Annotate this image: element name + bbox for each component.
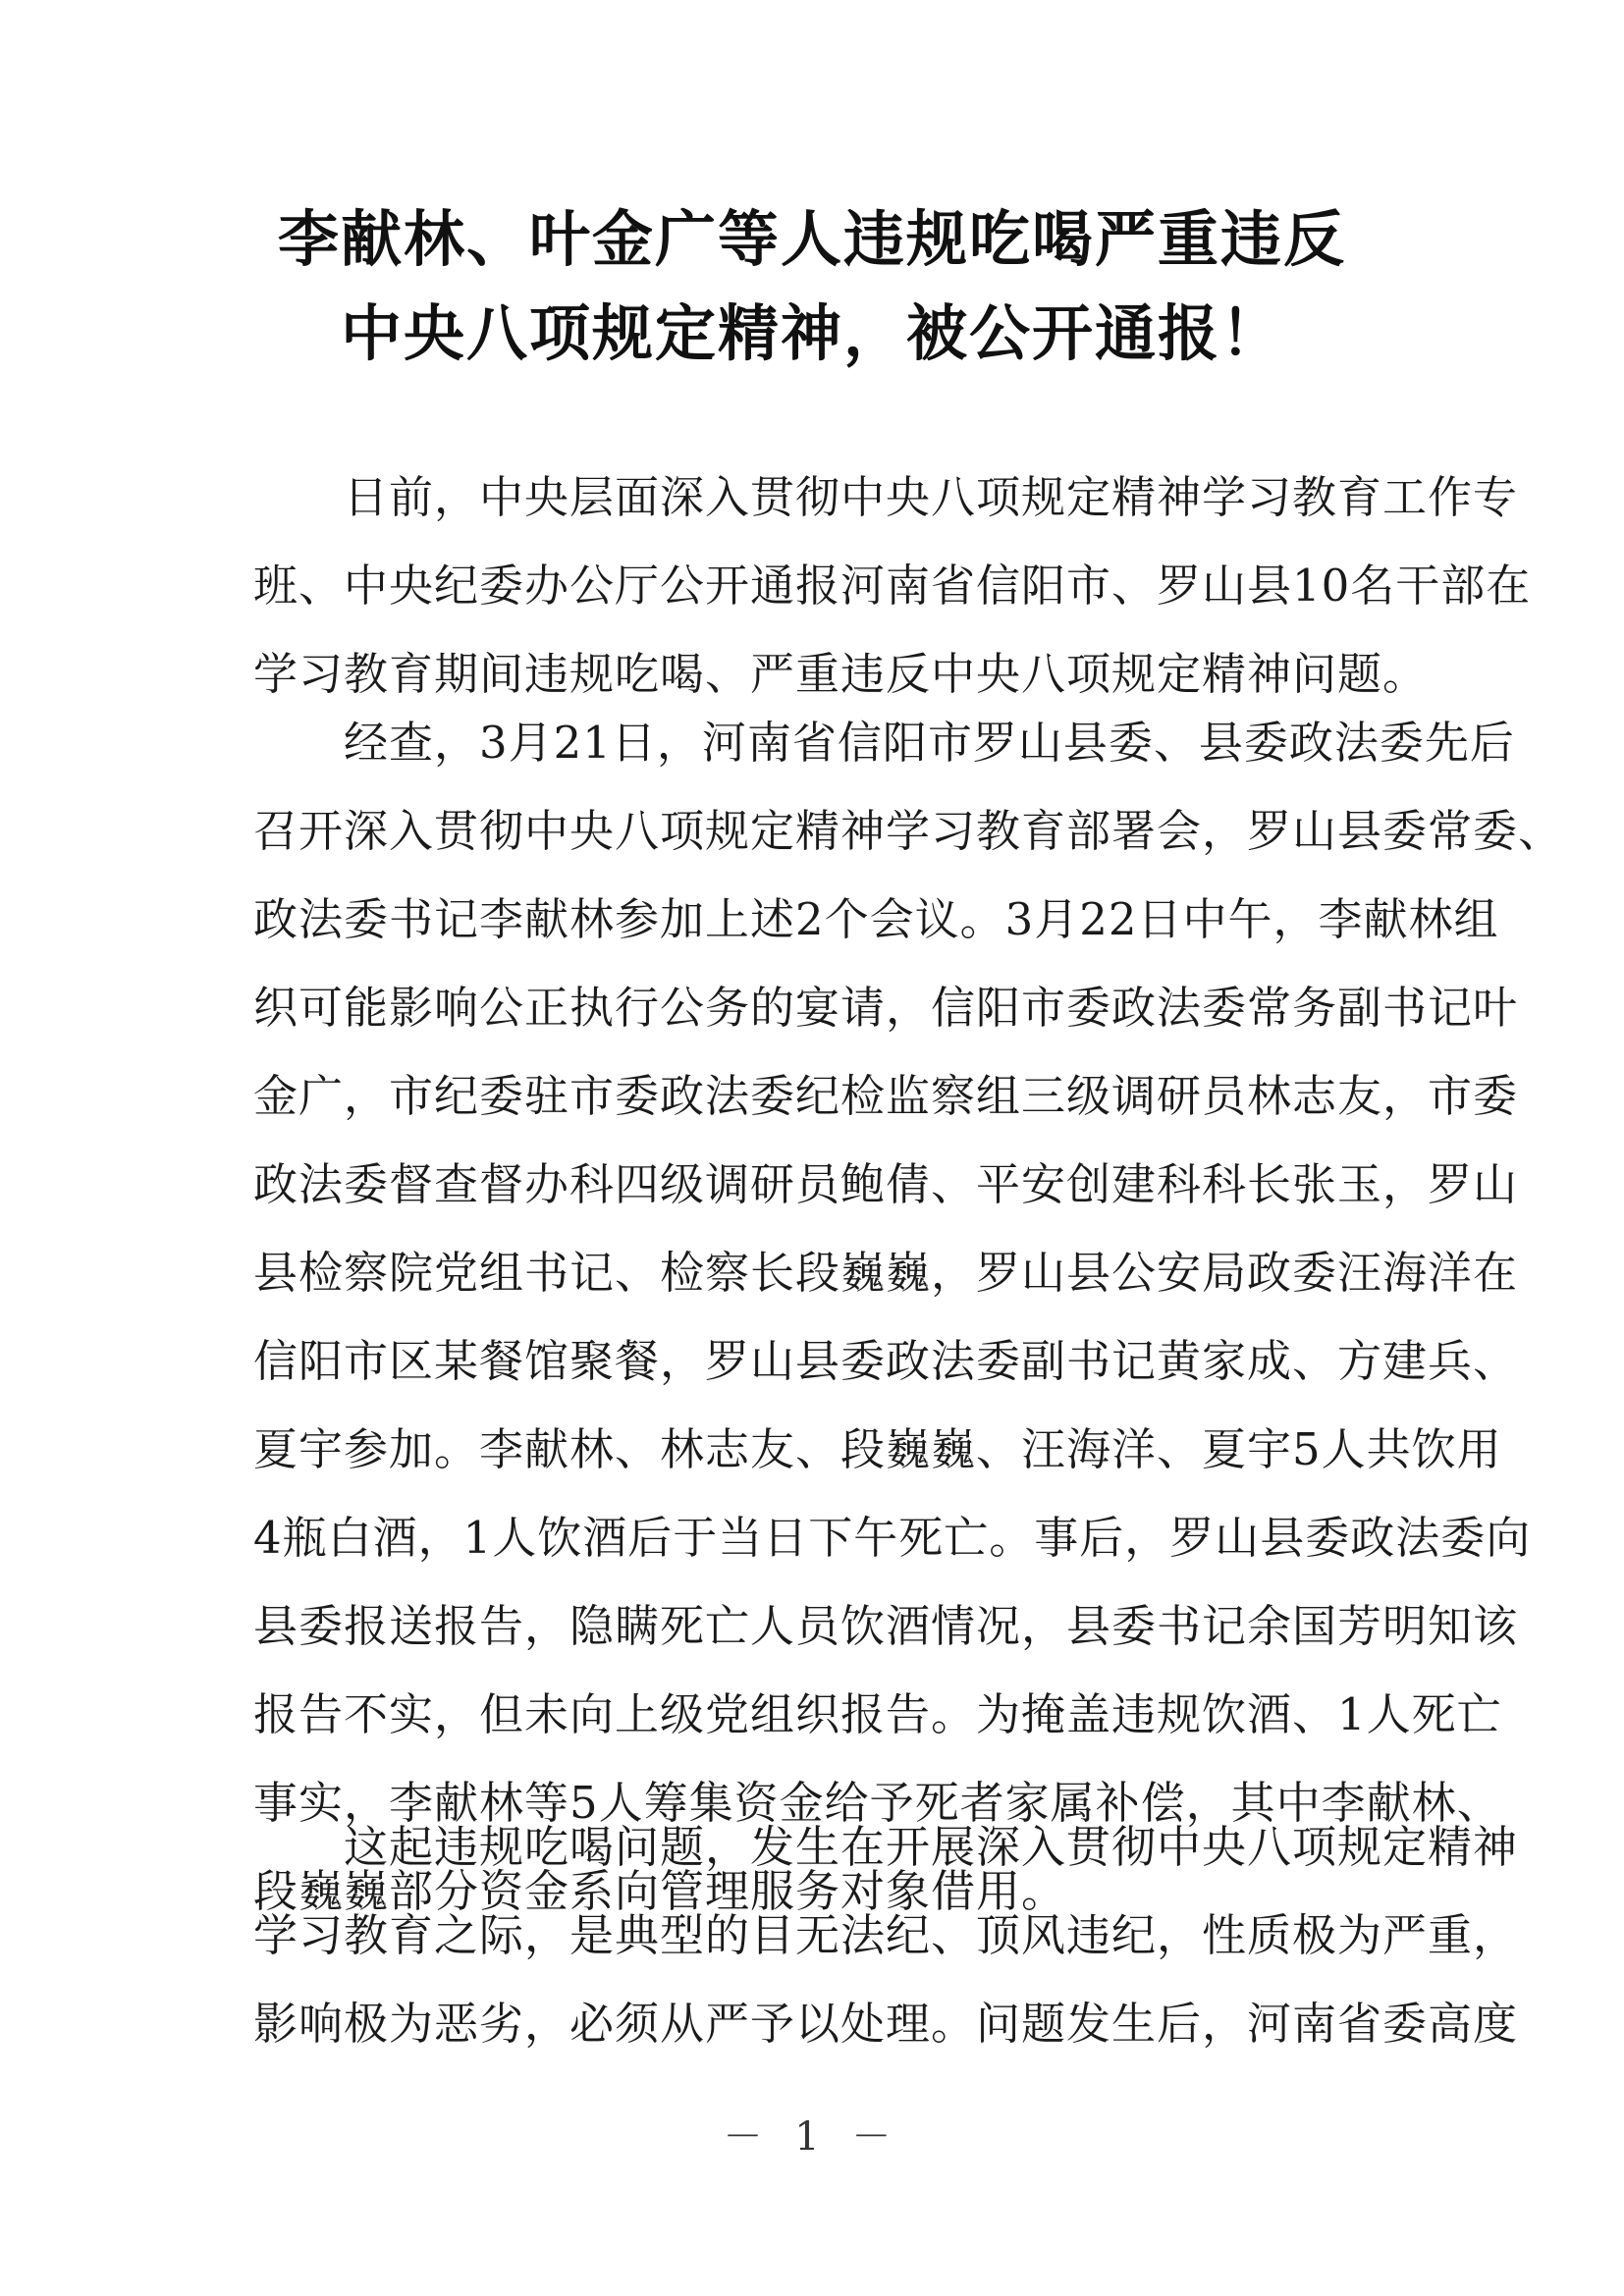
paragraph-1: [253, 454, 1532, 719]
paragraph-line: 县委报送报告，隐瞒死亡人员饮酒情况，县委书记余国芳明知该: [253, 1600, 1519, 1652]
paragraph-line: 事实，李献林等5人筹集资金给予死者家属补偿，其中李献林、: [253, 1777, 1502, 1829]
paragraph-line: 信阳市区某餐馆聚餐，罗山县委政法委副书记黄家成、方建兵、: [253, 1335, 1519, 1387]
paragraph-line: 报告不实，但未向上级党组织报告。为掩盖违规饮酒、1人死亡: [253, 1688, 1502, 1740]
paragraph-line: 学习教育期间违规吃喝、严重违反中央八项规定精神问题。: [253, 648, 1429, 700]
paragraph-line: 县检察院党组书记、检察长段巍巍，罗山县公安局政委汪海洋在: [253, 1247, 1519, 1299]
paragraph-line: 夏宇参加。李献林、林志友、段巍巍、汪海洋、夏宇5人共饮用: [253, 1423, 1502, 1475]
paragraph-line: 学习教育之际，是典型的目无法纪、顶风违纪，性质极为严重，: [253, 1909, 1519, 1961]
paragraph-line: 政法委书记李献林参加上述2个会议。3月22日中午，李献林组: [253, 893, 1499, 945]
paragraph-line: 班、中央纪委办公厅公开通报河南省信阳市、罗山县10名干部在: [253, 560, 1532, 612]
paragraph-line: 经查，3月21日，河南省信阳市罗山县委、县委政法委先后: [253, 717, 1515, 769]
paragraph-line: 织可能影响公正执行公务的宴请，信阳市委政法委常务副书记叶: [253, 982, 1519, 1034]
paragraph-line: 政法委督查督办科四级调研员鲍倩、平安创建科科长张玉，罗山: [253, 1158, 1519, 1210]
page-number: － 1 －: [723, 2114, 901, 2160]
paragraph-line: 金广，市纪委驻市委政法委纪检监察组三级调研员林志友，市委: [253, 1070, 1519, 1122]
paragraph-2: [253, 699, 1564, 1936]
paragraph-line: 影响极为恶劣，必须从严予以处理。问题发生后，河南省委高度: [253, 1998, 1519, 2050]
document-title-line-1: 李献林、叶金广等人违规吃喝严重违反: [277, 203, 1346, 275]
paragraph-line: 这起违规吃喝问题，发生在开展深入贯彻中央八项规定精神: [253, 1821, 1519, 1873]
paragraph-line: 召开深入贯彻中央八项规定精神学习教育部署会，罗山县委常委、: [253, 805, 1564, 857]
paragraph-line: 4瓶白酒，1人饮酒后于当日下午死亡。事后，罗山县委政法委向: [253, 1512, 1532, 1564]
paragraph-line: 段巍巍部分资金系向管理服务对象借用。: [253, 1865, 1067, 1917]
document-title-line-2: 中央八项规定精神，被公开通报！: [340, 297, 1283, 369]
paragraph-line: 日前，中央层面深入贯彻中央八项规定精神学习教育工作专: [253, 471, 1519, 523]
